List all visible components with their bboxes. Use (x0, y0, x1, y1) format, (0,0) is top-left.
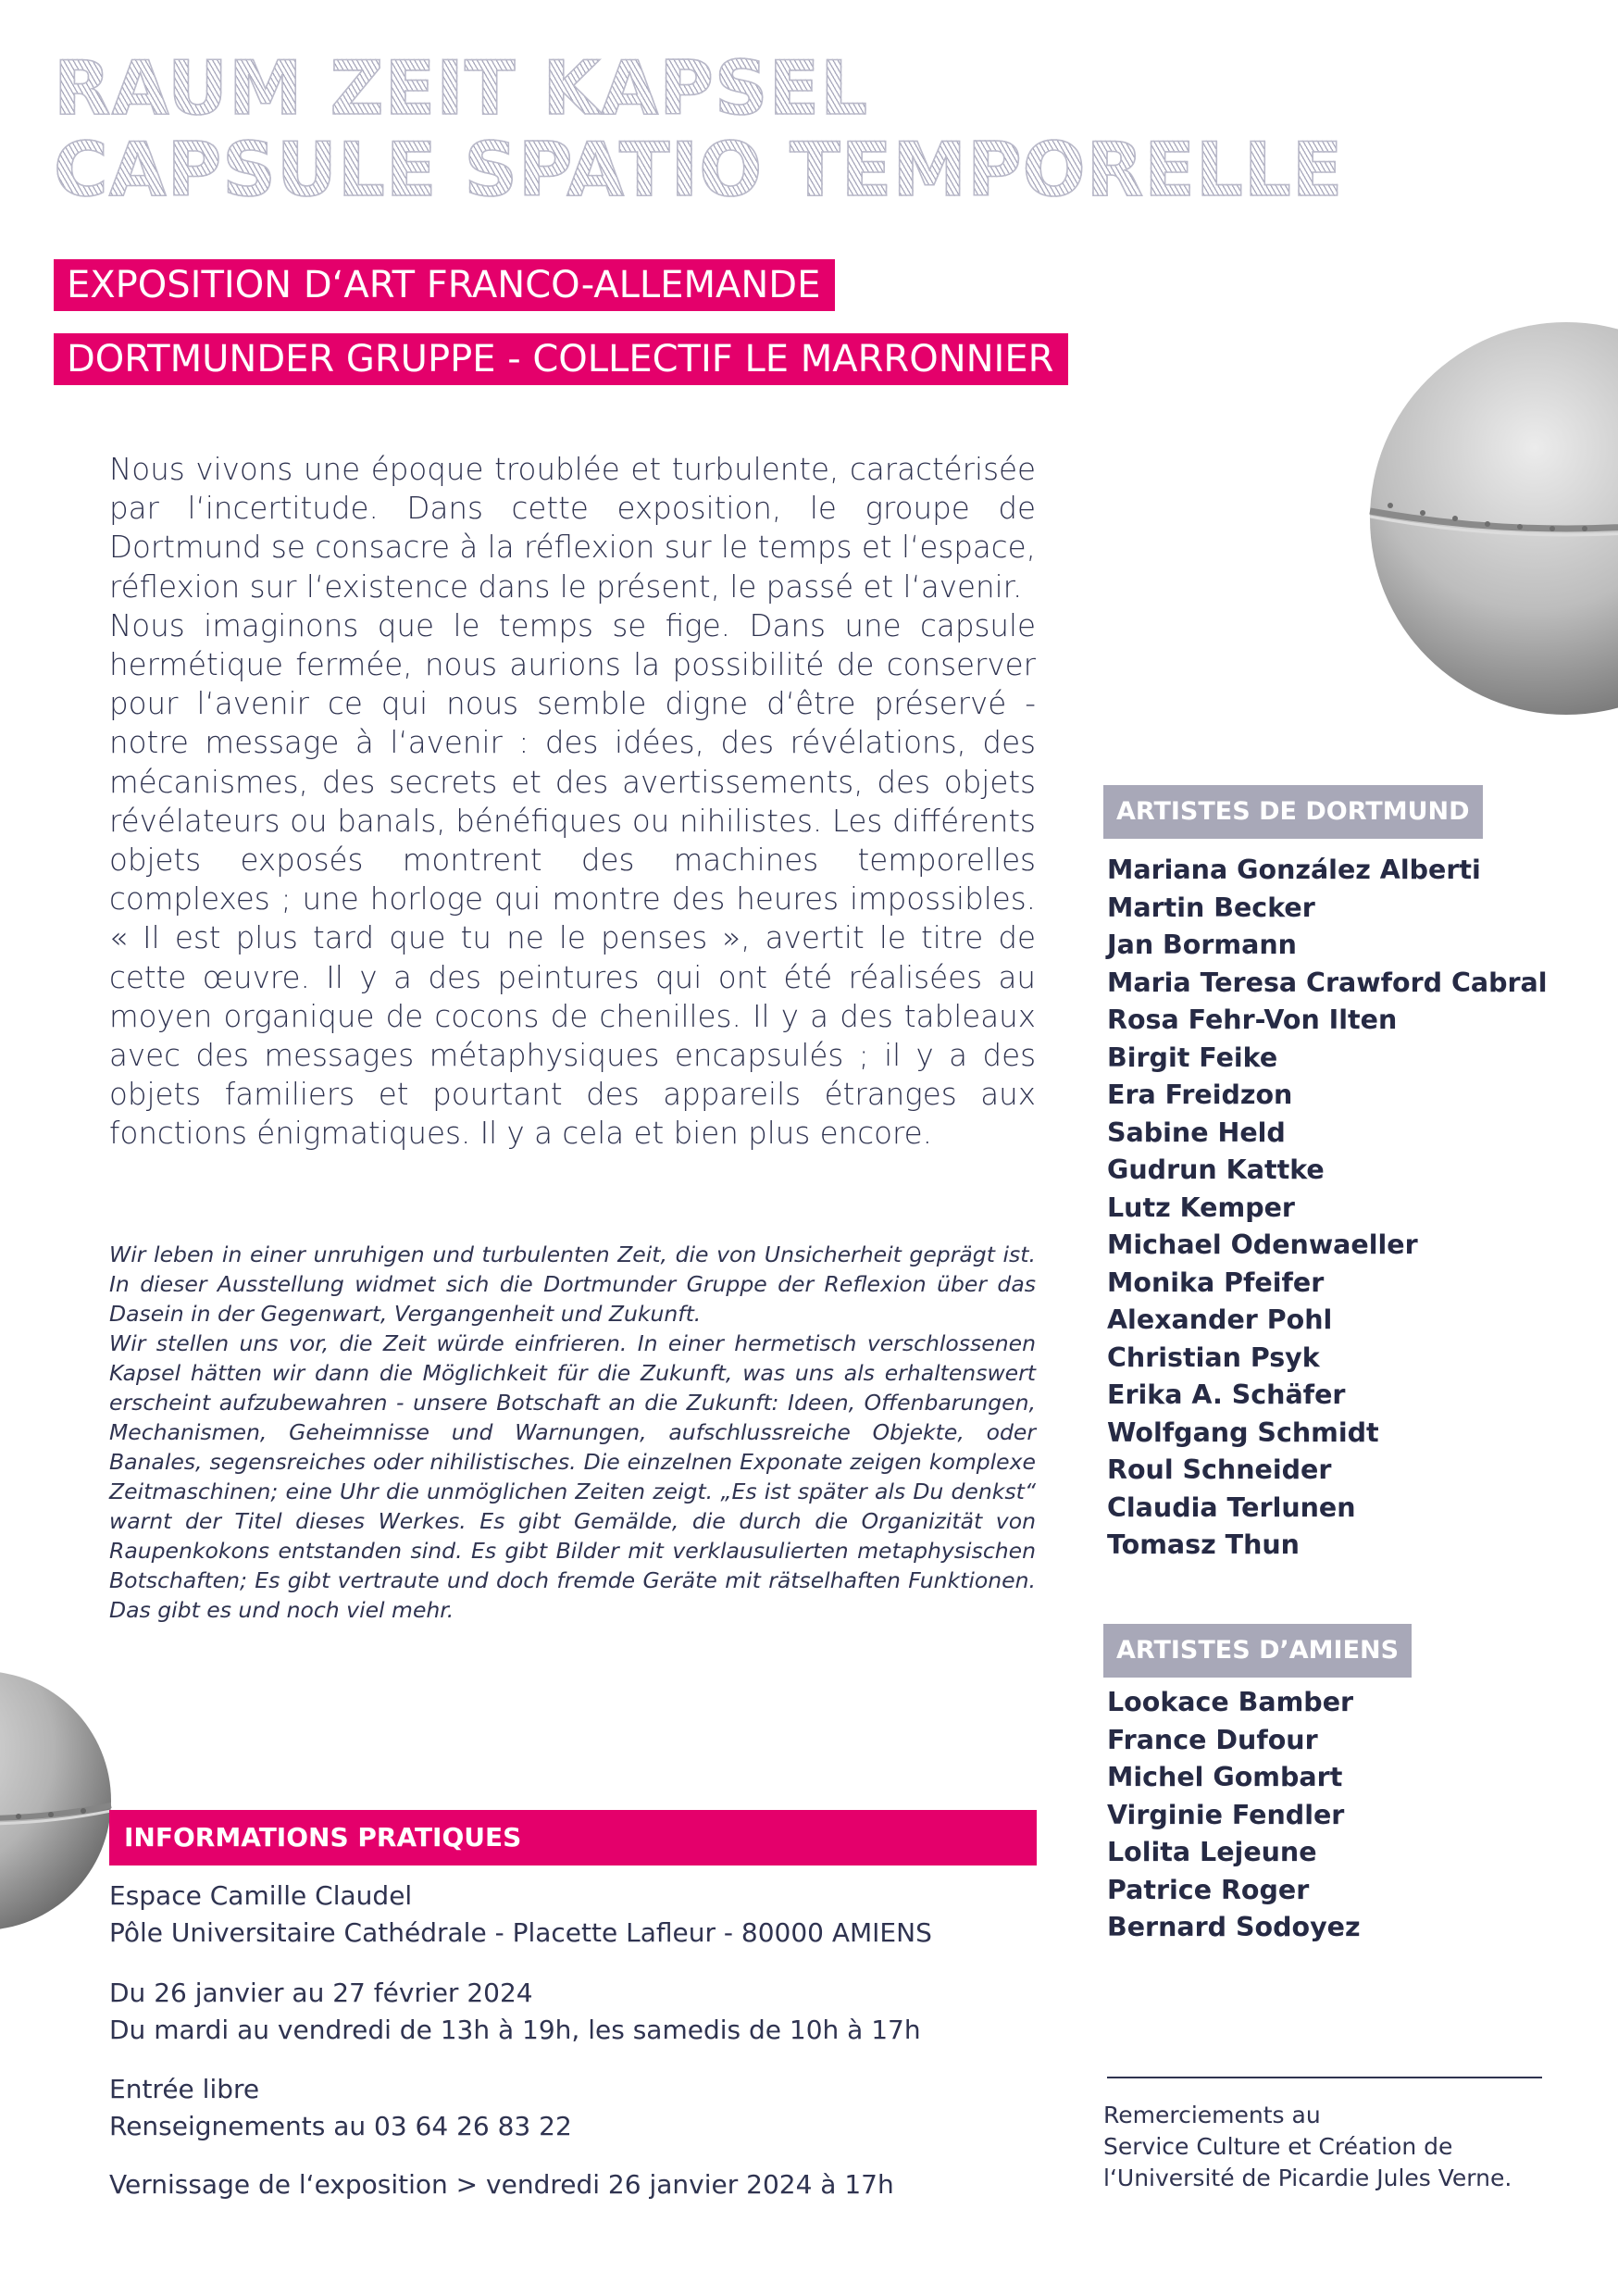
venue-name: Espace Camille Claudel (109, 1880, 413, 1911)
amiens-artists-heading: ARTISTES D’AMIENS (1103, 1624, 1412, 1678)
exhibition-dates: Du 26 janvier au 27 février 2024 (109, 1978, 533, 2008)
french-description (109, 450, 1036, 1154)
dortmund-artist-name: Michael Odenwaeller (1107, 1229, 1418, 1260)
dortmund-artists-list (1107, 852, 1548, 1565)
dortmund-artist-name: Birgit Feike (1107, 1042, 1278, 1073)
amiens-artist-name: Patrice Roger (1107, 1874, 1310, 1905)
capsule-sphere-image-top (1353, 315, 1618, 722)
thanks-line-3: l‘Université de Picardie Jules Verne. (1103, 2165, 1512, 2191)
amiens-artist-name: France Dufour (1107, 1724, 1318, 1755)
thanks-line-1: Remerciements au (1103, 2102, 1321, 2128)
dortmund-artist-name: Monika Pfeifer (1107, 1267, 1325, 1298)
dortmund-artist-name: Era Freidzon (1107, 1079, 1293, 1110)
entry-info: Entrée libre (109, 2074, 260, 2104)
dortmund-artist-name: Martin Becker (1107, 892, 1315, 923)
amiens-artists-list (1107, 1684, 1361, 1947)
thanks-line-2: Service Culture et Création de (1103, 2133, 1453, 2160)
dortmund-artist-name: Jan Bormann (1107, 930, 1297, 960)
dortmund-artist-name: Sabine Held (1107, 1117, 1286, 1148)
dortmund-artist-name: Mariana González Alberti (1107, 855, 1481, 885)
dortmund-artist-name: Alexander Pohl (1107, 1304, 1333, 1335)
german-paragraph-2: Wir stellen uns vor, die Zeit würde einfrieren. In einer hermetisch verschlossenen Kapsel hätten wir dann die Möglichkeit für die Zukunft, was uns als erhaltenswert erscheint aufzubewahren - unsere Botschaft an die Zukunft: Ideen, Offenbarungen, Mechanismen, Geheimnisse und Warnungen, aufschlussreiche Objekte, oder Banales, segensreiches oder nihilistisches. Die einzelnen Exponate zeigen komplexe Zeitmaschinen; eine Uhr die unmöglichen Zeiten zeigt. „Es ist später als Du denkst“ warnt der Titel dieses Werkes. Es gibt Gemälde, die durch die Organizität von Raupenkokons entstanden sind. Es gibt Bilder mit verklausulierten metaphysischen Botschaften; Es gibt vertraute und doch fremde Geräte mit rätselhaften Funktionen. Das gibt es und noch viel mehr. (109, 1330, 1036, 1623)
vernissage-info: Vernissage de l‘exposition > vendredi 26 janvier 2024 à 17h (109, 2169, 894, 2200)
dortmund-artist-name: Tomasz Thun (1107, 1529, 1300, 1560)
amiens-artist-name: Bernard Sodoyez (1107, 1912, 1361, 1942)
amiens-artist-name: Virginie Fendler (1107, 1799, 1345, 1830)
french-paragraph-1: Nous vivons une époque troublée et turbulente, caractérisée par l‘incertitude. Dans cette exposition, le groupe de Dortmund se consacre à la réflexion sur le temps et l‘espace, réflexion sur l‘existence dans le présent, le passé et l‘avenir. (109, 452, 1036, 605)
dortmund-artist-name: Erika A. Schäfer (1107, 1379, 1346, 1410)
dortmund-artist-name: Wolfgang Schmidt (1107, 1416, 1379, 1448)
title-line-german: RAUM ZEIT KAPSEL (54, 45, 869, 131)
dortmund-artists-heading: ARTISTES DE DORTMUND (1103, 785, 1483, 839)
dortmund-artist-name: Maria Teresa Crawford Cabral (1107, 967, 1548, 998)
dortmund-artist-name: Rosa Fehr-Von Ilten (1107, 1004, 1398, 1035)
title-line-french: CAPSULE SPATIO TEMPORELLE (54, 127, 1344, 213)
amiens-artist-name: Lolita Lejeune (1107, 1837, 1317, 1867)
subtitle-groups: DORTMUNDER GRUPPE - COLLECTIF LE MARRONNIER (54, 333, 1068, 385)
subtitle-exposition: EXPOSITION D‘ART FRANCO-ALLEMANDE (54, 259, 835, 311)
dortmund-artist-name: Gudrun Kattke (1107, 1154, 1325, 1185)
amiens-artist-name: Lookace Bamber (1107, 1687, 1354, 1717)
french-paragraph-2: Nous imaginons que le temps se fige. Dans une capsule hermétique fermée, nous aurions la possibilité de conserver pour l‘avenir ce qui nous semble digne d‘être préservé - notre message à l‘avenir : des idées, des révélations, des mécanismes, des secrets et des avertissements, des objets révélateurs ou banals, bénéfiques ou nihilistes. Les différents objets exposés montrent des machines temporelles complexes ; une horloge qui montre des heures impossibles. « Il est plus tard que tu ne le penses », avertit le titre de cette œuvre. Il y a des peintures qui ont été réalisées au moyen organique de cocons de chenilles. Il y a des tableaux avec des messages métaphysiques encapsulés ; il y a des objets familiers et pourtant des appareils étranges aux fonctions énigmatiques. Il y a cela et bien plus encore. (109, 607, 1036, 1152)
practical-info-heading: INFORMATIONS PRATIQUES (109, 1810, 1037, 1866)
thanks-note (1103, 2100, 1512, 2194)
dortmund-artist-name: Claudia Terlunen (1107, 1491, 1356, 1523)
amiens-artist-name: Michel Gombart (1107, 1762, 1343, 1792)
dortmund-artist-name: Christian Psyk (1107, 1341, 1320, 1373)
phone-info: Renseignements au 03 64 26 83 22 (109, 2111, 572, 2141)
venue-address: Pôle Universitaire Cathédrale - Placette Lafleur - 80000 AMIENS (109, 1917, 932, 1948)
exhibition-title (54, 45, 1344, 213)
dortmund-artist-name: Roul Schneider (1107, 1454, 1332, 1485)
dortmund-artist-name: Lutz Kemper (1107, 1192, 1295, 1223)
capsule-sphere-image-bottom (0, 1666, 120, 1935)
thanks-divider (1107, 2077, 1542, 2078)
german-paragraph-1: Wir leben in einer unruhigen und turbulenten Zeit, die von Unsicherheit geprägt ist. In dieser Ausstellung widmet sich die Dortmunder Gruppe der Reflexion über das Dasein in der Gegenwart, Vergangenheit und Zukunft. (109, 1242, 1036, 1327)
german-description (109, 1240, 1036, 1625)
opening-hours: Du mardi au vendredi de 13h à 19h, les samedis de 10h à 17h (109, 2015, 921, 2045)
